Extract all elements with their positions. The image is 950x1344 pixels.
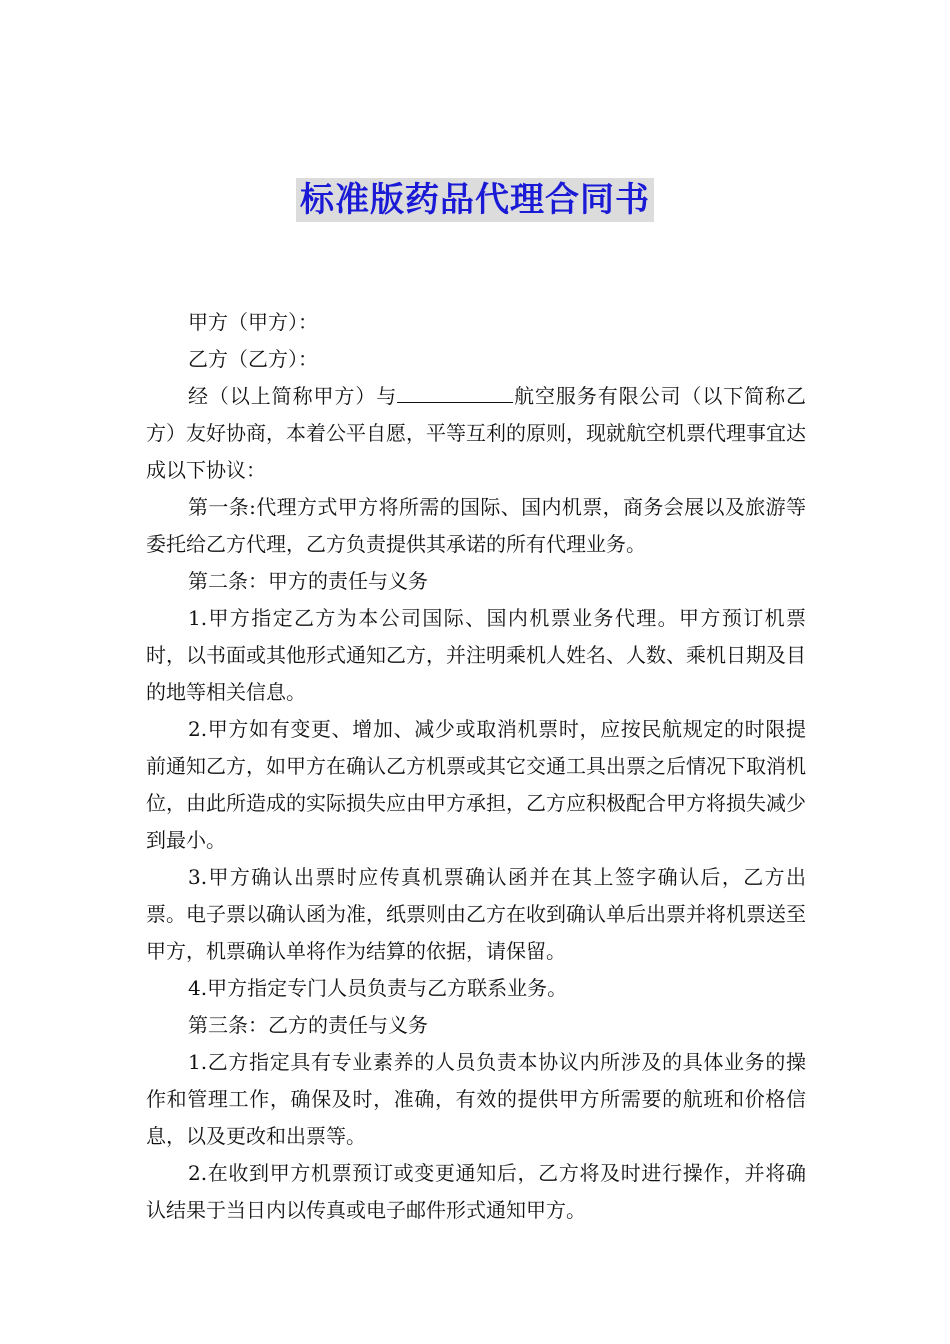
article-2-item-2: 2.甲方如有变更、增加、减少或取消机票时，应按民航规定的时限提前通知乙方，如甲方在确认乙方机票或其它交通工具出票之后情况下取消机位，由此所造成的实际损失应由甲方承担，乙方应积极配合甲方将损失减少到最小。 (146, 717, 806, 852)
party-b-line: 乙方（乙方）： (188, 347, 318, 371)
document-title: 标准版药品代理合同书 (296, 178, 654, 222)
article-3-item-2: 2.在收到甲方机票预订或变更通知后，乙方将及时进行操作，并将确认结果于当日内以传真或电子邮件形式通知甲方。 (146, 1161, 806, 1222)
article-3-item-1: 1.乙方指定具有专业素养的人员负责本协议内所涉及的具体业务的操作和管理工作，确保及时，准确，有效的提供甲方所需要的航班和价格信息，以及更改和出票等。 (146, 1050, 806, 1148)
article-3-heading: 第三条：乙方的责任与义务 (188, 1013, 428, 1037)
article-2-heading: 第二条：甲方的责任与义务 (188, 569, 428, 593)
article-1: 第一条:代理方式甲方将所需的国际、国内机票，商务会展以及旅游等委托给乙方代理，乙方负责提供其承诺的所有代理业务。 (146, 495, 806, 556)
intro-text-before: 经（以上简称甲方）与 (188, 384, 398, 408)
document-body (146, 304, 806, 1229)
intro-paragraph (146, 378, 806, 489)
intro-text-after: 航空服务有限公司（以下简称乙方）友好协商，本着公平自愿，平等互利的原则，现就航空机票代理事宜达成以下协议： (146, 384, 807, 482)
article-2-item-1: 1.甲方指定乙方为本公司国际、国内机票业务代理。甲方预订机票时，以书面或其他形式通知乙方，并注明乘机人姓名、人数、乘机日期及目的地等相关信息。 (146, 606, 806, 704)
article-2-item-3: 3.甲方确认出票时应传真机票确认函并在其上签字确认后，乙方出票。电子票以确认函为准，纸票则由乙方在收到确认单后出票并将机票送至甲方，机票确认单将作为结算的依据，请保留。 (146, 865, 806, 963)
title-container (0, 178, 950, 222)
article-2-item-4: 4.甲方指定专门人员负责与乙方联系业务。 (188, 976, 568, 1000)
fill-in-blank (397, 384, 513, 403)
party-a-line: 甲方（甲方）： (188, 310, 318, 334)
